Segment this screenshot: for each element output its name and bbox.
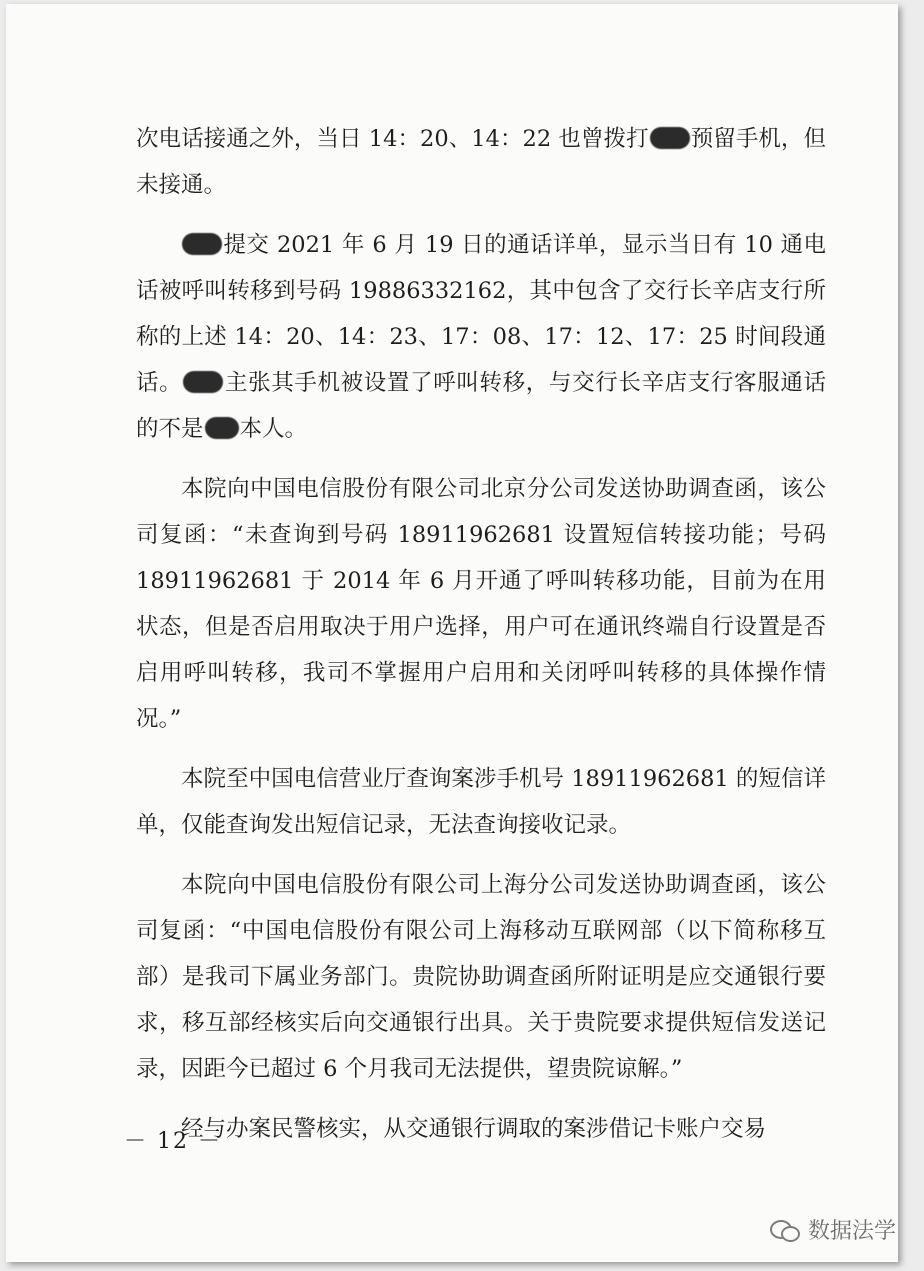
paragraph-6: 经与办案民警核实，从交通银行调取的案涉借记卡账户交易	[181, 1116, 767, 1142]
paragraph-4: 本院至中国电信营业厅查询案涉手机号 18911962681 的短信详单，仅能查询发出短信记录，无法查询接收记录。	[136, 766, 826, 838]
document-page	[6, 4, 898, 1262]
redaction-mark	[183, 371, 223, 393]
paragraph-5: 本院向中国电信股份有限公司上海分公司发送协助调查函，该公司复函：“中国电信股份有限公司上海移动互联网部（以下简称移互部）是我司下属业务部门。贵院协助调查函所附证明是应交通银行要求，移互部经核实后向交通银行出具。关于贵院要求提供短信发送记录，因距今已超过 6 个月我司无法提供，望贵院谅解。”	[136, 872, 826, 1082]
wechat-icon	[770, 1218, 800, 1242]
page-number: － 12 －	[124, 1129, 222, 1154]
paragraph-3: 本院向中国电信股份有限公司北京分公司发送协助调查函，该公司复函：“未查询到号码 18911962681 设置短信转接功能；号码 18911962681 于 2014 年 6 月开通了呼叫转移功能，目前为在用状态，但是否启用取决于用户选择，用户可在通讯终端自行设置是否启用呼叫转移，我司不掌握用户启用和关闭呼叫转移的具体操作情况。”	[136, 476, 826, 732]
paragraph-2: 提交 2021 年 6 月 19 日的通话详单，显示当日有 10 通电话被呼叫转移到号码 19886332162，其中包含了交行长辛店支行所称的上述 14：20、14：23、17：08、17：12、17：25 时间段通话。 主张其手机被设置了呼叫转移，与交行长辛店支行客服通话的不是 本人。	[136, 232, 826, 442]
redaction-mark	[650, 127, 690, 149]
redaction-mark	[205, 417, 239, 439]
paragraph-1: 次电话接通之外，当日 14：20、14：22 也曾拨打 预留手机，但未接通。	[136, 126, 826, 198]
body-text	[136, 116, 826, 1166]
redaction-mark	[182, 233, 222, 255]
watermark	[770, 1214, 896, 1245]
watermark-text: 数据法学	[807, 1219, 896, 1244]
